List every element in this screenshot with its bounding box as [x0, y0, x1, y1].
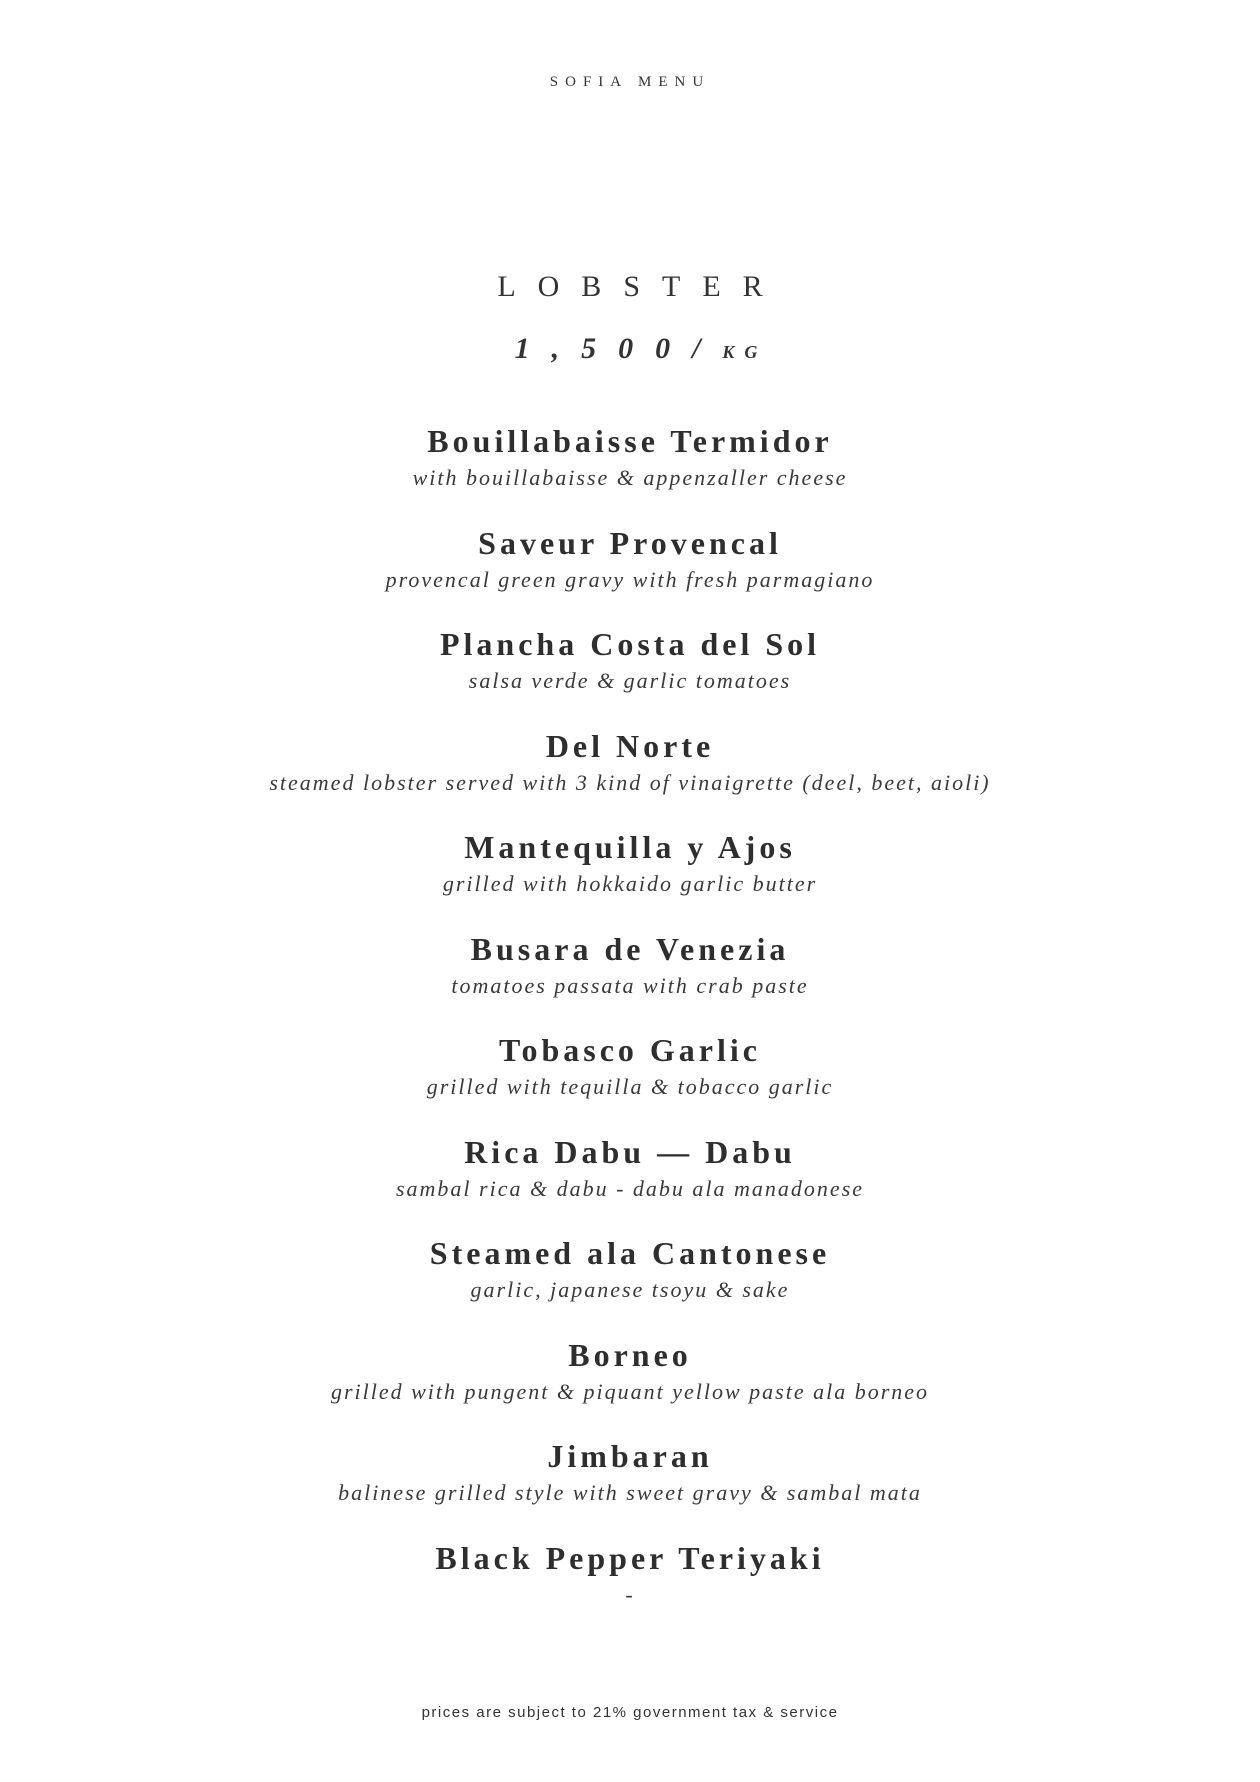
menu-item-description: with bouillabaisse & appenzaller cheese [412, 465, 848, 490]
menu-item-name: Black Pepper Teriyaki [435, 1539, 825, 1576]
menu-item-description: salsa verde & garlic tomatoes [468, 668, 792, 693]
menu-item-description: grilled with pungent & piquant yellow paste ala borneo [330, 1378, 930, 1404]
menu-item-name: Saveur Provencal [478, 524, 782, 561]
menu-item-name: Borneo [568, 1336, 692, 1373]
price-unit: KG [722, 342, 768, 362]
menu-item [0, 827, 1260, 929]
menu-item-description: - [625, 1581, 635, 1607]
section-title: LOBSTER [497, 270, 785, 303]
price-amount: 1,500/ [514, 332, 723, 365]
menu-item [0, 421, 1260, 523]
menu-item-list [0, 421, 1260, 1639]
menu-item [0, 1436, 1260, 1538]
menu-item-description: garlic, japanese tsoyu & sake [470, 1277, 790, 1302]
menu-item-name: Mantequilla y Ajos [464, 829, 796, 865]
menu-item [0, 1132, 1260, 1234]
menu-item [0, 1233, 1260, 1335]
menu-item-description: balinese grilled style with sweet gravy & sambal mata [338, 1480, 922, 1505]
menu-item-description: grilled with hokkaido garlic butter [442, 871, 818, 896]
menu-item-name: Rica Dabu — Dabu [464, 1133, 796, 1170]
menu-item-name: Tobasco Garlic [499, 1032, 761, 1068]
section-price [0, 332, 1260, 366]
menu-item [0, 1538, 1260, 1640]
menu-item-name: Bouillabaisse Termidor [427, 423, 833, 459]
menu-item [0, 1335, 1260, 1437]
menu-item-description: tomatoes passata with crab paste [451, 972, 809, 998]
menu-item-description: steamed lobster served with 3 kind of vinaigrette (deel, beet, aioli) [269, 769, 991, 795]
menu-item-description: sambal rica & dabu - dabu ala manadonese [395, 1175, 865, 1201]
menu-item [0, 523, 1260, 625]
menu-item-name: Steamed ala Cantonese [429, 1235, 831, 1271]
menu-item-name: Busara de Venezia [470, 930, 790, 967]
menu-item-description: provencal green gravy with fresh parmagiano [385, 566, 875, 592]
menu-item [0, 624, 1260, 726]
menu-item-name: Del Norte [545, 727, 715, 764]
menu-header-title: SOFIA MENU [549, 74, 711, 90]
tax-service-note: prices are subject to 21% government tax & service [421, 1704, 839, 1721]
menu-item-name: Jimbaran [547, 1438, 713, 1474]
menu-item-description: grilled with tequilla & tobacco garlic [426, 1074, 834, 1099]
menu-item [0, 929, 1260, 1031]
menu-item [0, 726, 1260, 828]
menu-item [0, 1030, 1260, 1132]
menu-item-name: Plancha Costa del Sol [439, 626, 821, 662]
